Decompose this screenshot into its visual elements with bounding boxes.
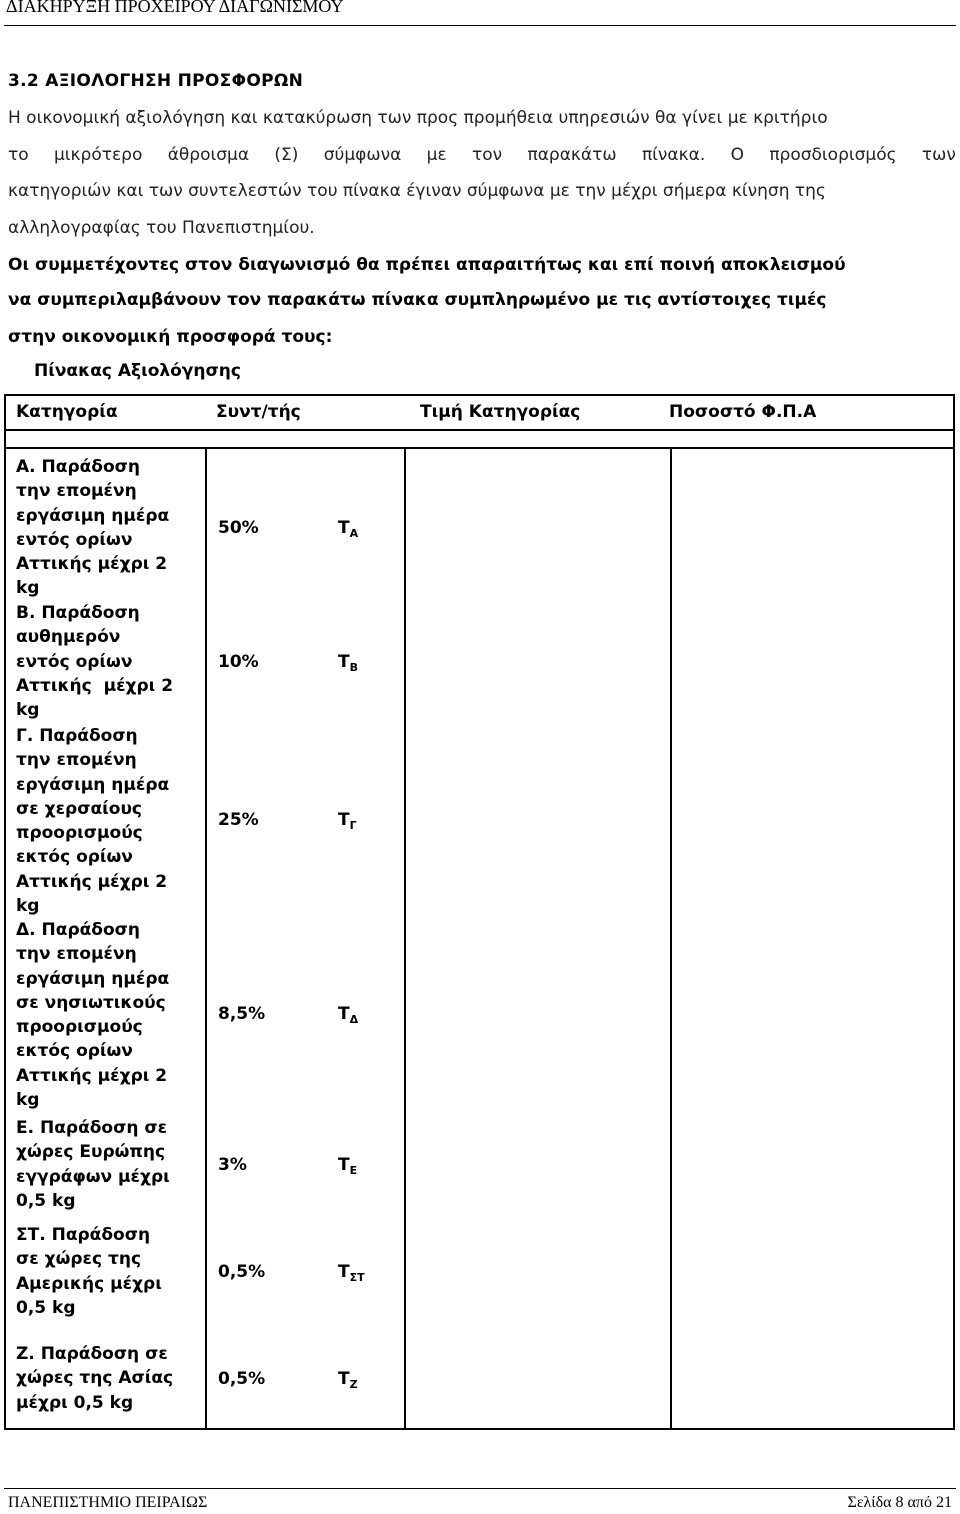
header-category-price: Τιμή Κατηγορίας xyxy=(420,402,581,422)
evaluation-table xyxy=(4,394,955,1430)
table-row-b-price: $T_B$ xyxy=(338,652,358,674)
table-row-z-price: $T_Z$ xyxy=(338,1369,358,1391)
column-divider-3 xyxy=(670,447,672,1428)
header-coefficient: Συντ/τής xyxy=(216,402,301,422)
footer-page-number: Σελίδα 8 από 21 xyxy=(847,1494,952,1511)
footer-divider xyxy=(4,1488,956,1489)
intro-line-2 xyxy=(8,145,956,165)
section-title: 3.2 ΑΞΙΟΛΟΓΗΣΗ ΠΡΟΣΦΟΡΩΝ xyxy=(8,71,304,91)
notice-line-1: Οι συμμετέχοντες στον διαγωνισμό θα πρέπει απαραιτήτως και επί ποινή αποκλεισμού xyxy=(8,255,846,275)
intro-line-1: Η οικονομική αξιολόγηση και κατακύρωση των προς προμήθεια υπηρεσιών θα γίνει με κριτήριο xyxy=(8,108,828,128)
table-row-g-category: Γ. Παράδοση την επομένη εργάσιμη ημέρα σε χερσαίους προορισμούς εκτός ορίων Αττικής μέχρι 2 kg xyxy=(16,726,170,917)
table-row-d-coefficient: 8,5% xyxy=(218,1004,266,1024)
table-row-b-coefficient: 10% xyxy=(218,652,259,672)
table-row-a-coefficient: 50% xyxy=(218,518,259,538)
table-row-d-category: Δ. Παράδοση την επομένη εργάσιμη ημέρα σε νησιωτικούς προορισμούς εκτός ορίων Αττικής μέχρι 2 kg xyxy=(16,920,170,1111)
intro-line-2-word: τον xyxy=(472,145,503,165)
intro-line-2-word: (Σ) xyxy=(274,145,299,165)
table-row-st-price: $T_{\Sigma T}$ xyxy=(338,1262,365,1284)
table-row-g-coefficient: 25% xyxy=(218,810,259,830)
notice-line-3: στην οικονομική προσφορά τους: xyxy=(8,327,333,347)
header-row-divider-2 xyxy=(6,447,953,449)
table-row-e-price: $T_E$ xyxy=(338,1155,358,1177)
header-divider xyxy=(4,25,956,26)
intro-line-3: κατηγοριών και των συντελεστών του πίνακα έγιναν σύμφωνα με την μέχρι σήμερα κίνηση της xyxy=(8,181,826,201)
header-category: Κατηγορία xyxy=(16,402,118,422)
header-vat-percentage: Ποσοστό Φ.Π.Α xyxy=(669,402,817,422)
table-row-b-category: Β. Παράδοση αυθημερόν εντός ορίων Αττικής μέχρι 2 kg xyxy=(16,603,174,721)
table-row-a-category: Α. Παράδοση την επομένη εργάσιμη ημέρα εντός ορίων Αττικής μέχρι 2 kg xyxy=(16,457,170,599)
header-row-divider-1 xyxy=(6,429,953,431)
table-row-e-coefficient: 3% xyxy=(218,1155,247,1175)
table-row-d-price: $T_\Delta$ xyxy=(338,1004,359,1026)
intro-line-2-word: το xyxy=(8,145,29,165)
intro-line-2-word: σύμφωνα xyxy=(323,145,402,165)
intro-line-2-word: μικρότερο xyxy=(53,145,143,165)
intro-line-2-word: άθροισμα xyxy=(167,145,250,165)
intro-line-2-word: με xyxy=(426,145,447,165)
intro-line-2-word: προσδιορισμός xyxy=(769,145,897,165)
column-divider-1 xyxy=(205,447,207,1428)
notice-line-2: να συμπεριλαμβάνουν τον παρακάτω πίνακα συμπληρωμένο με τις αντίστοιχες τιμές xyxy=(8,290,827,310)
footer-university: ΠΑΝΕΠΙΣΤΗΜΙΟ ΠΕΙΡΑΙΩΣ xyxy=(8,1494,208,1511)
table-row-g-price: $T_\Gamma$ xyxy=(338,810,357,832)
table-caption: Πίνακας Αξιολόγησης xyxy=(34,361,241,381)
intro-line-2-word: Ο xyxy=(730,145,744,165)
intro-line-2-word: παρακάτω xyxy=(527,145,617,165)
table-row-a-price: $T_A$ xyxy=(338,518,359,540)
intro-line-4: αλληλογραφίας του Πανεπιστημίου. xyxy=(8,218,315,238)
table-row-st-coefficient: 0,5% xyxy=(218,1262,266,1282)
intro-line-2-word: των xyxy=(921,145,956,165)
table-row-st-category: ΣΤ. Παράδοση σε χώρες της Αμερικής μέχρι 0,5 kg xyxy=(16,1225,162,1318)
table-row-z-coefficient: 0,5% xyxy=(218,1369,266,1389)
document-header-title: ΔΙΑΚΗΡΥΞΗ ΠΡΟΧΕΙΡΟΥ ΔΙΑΓΩΝΙΣΜΟΥ xyxy=(6,0,344,16)
column-divider-2 xyxy=(404,447,406,1428)
intro-line-2-word: πίνακα. xyxy=(641,145,706,165)
table-row-e-category: Ε. Παράδοση σε χώρες Ευρώπης εγγράφων μέχρι 0,5 kg xyxy=(16,1118,170,1211)
table-row-z-category: Ζ. Παράδοση σε χώρες της Ασίας μέχρι 0,5 kg xyxy=(16,1344,174,1413)
